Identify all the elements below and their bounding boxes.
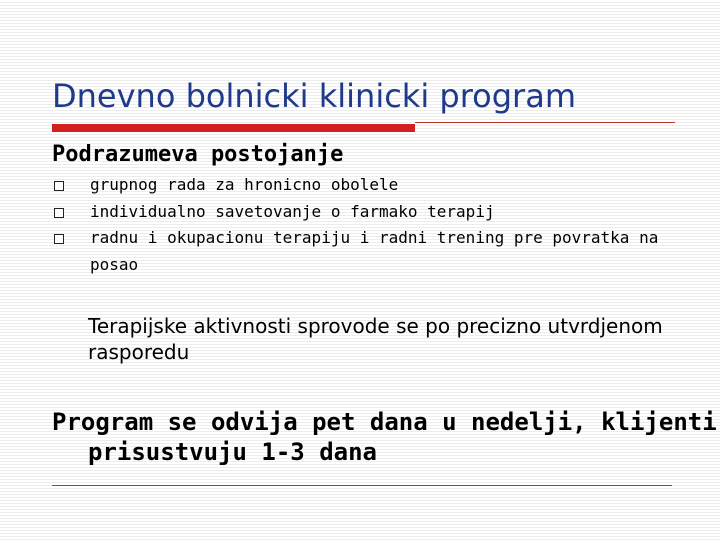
list-item-text: grupnog rada za hronicno obolele	[90, 175, 399, 194]
square-bullet-icon	[54, 181, 64, 191]
square-bullet-icon	[54, 208, 64, 218]
list-item	[52, 199, 672, 226]
slide-title: Dnevno bolnicki klinicki program	[52, 77, 576, 115]
section-heading: Podrazumeva postojanje	[52, 142, 344, 167]
program-statement: Program se odvija pet dana u nedelji, klijenti prisustvuju 1-3 dana	[52, 408, 717, 466]
list-item	[52, 172, 672, 199]
list-item	[52, 225, 672, 278]
therapy-paragraph: Terapijske aktivnosti sprovode se po precizno utvrdjenom rasporedu	[88, 314, 663, 364]
bullet-list	[52, 172, 672, 278]
list-item-text: radnu i okupacionu terapiju i radni trening pre povratka na posao	[90, 228, 659, 274]
bottom-divider	[52, 485, 672, 486]
title-divider-thick	[52, 124, 415, 132]
title-divider-thin	[415, 122, 675, 123]
list-item-text: individualno savetovanje o farmako terapij	[90, 201, 495, 221]
square-bullet-icon	[54, 234, 64, 244]
